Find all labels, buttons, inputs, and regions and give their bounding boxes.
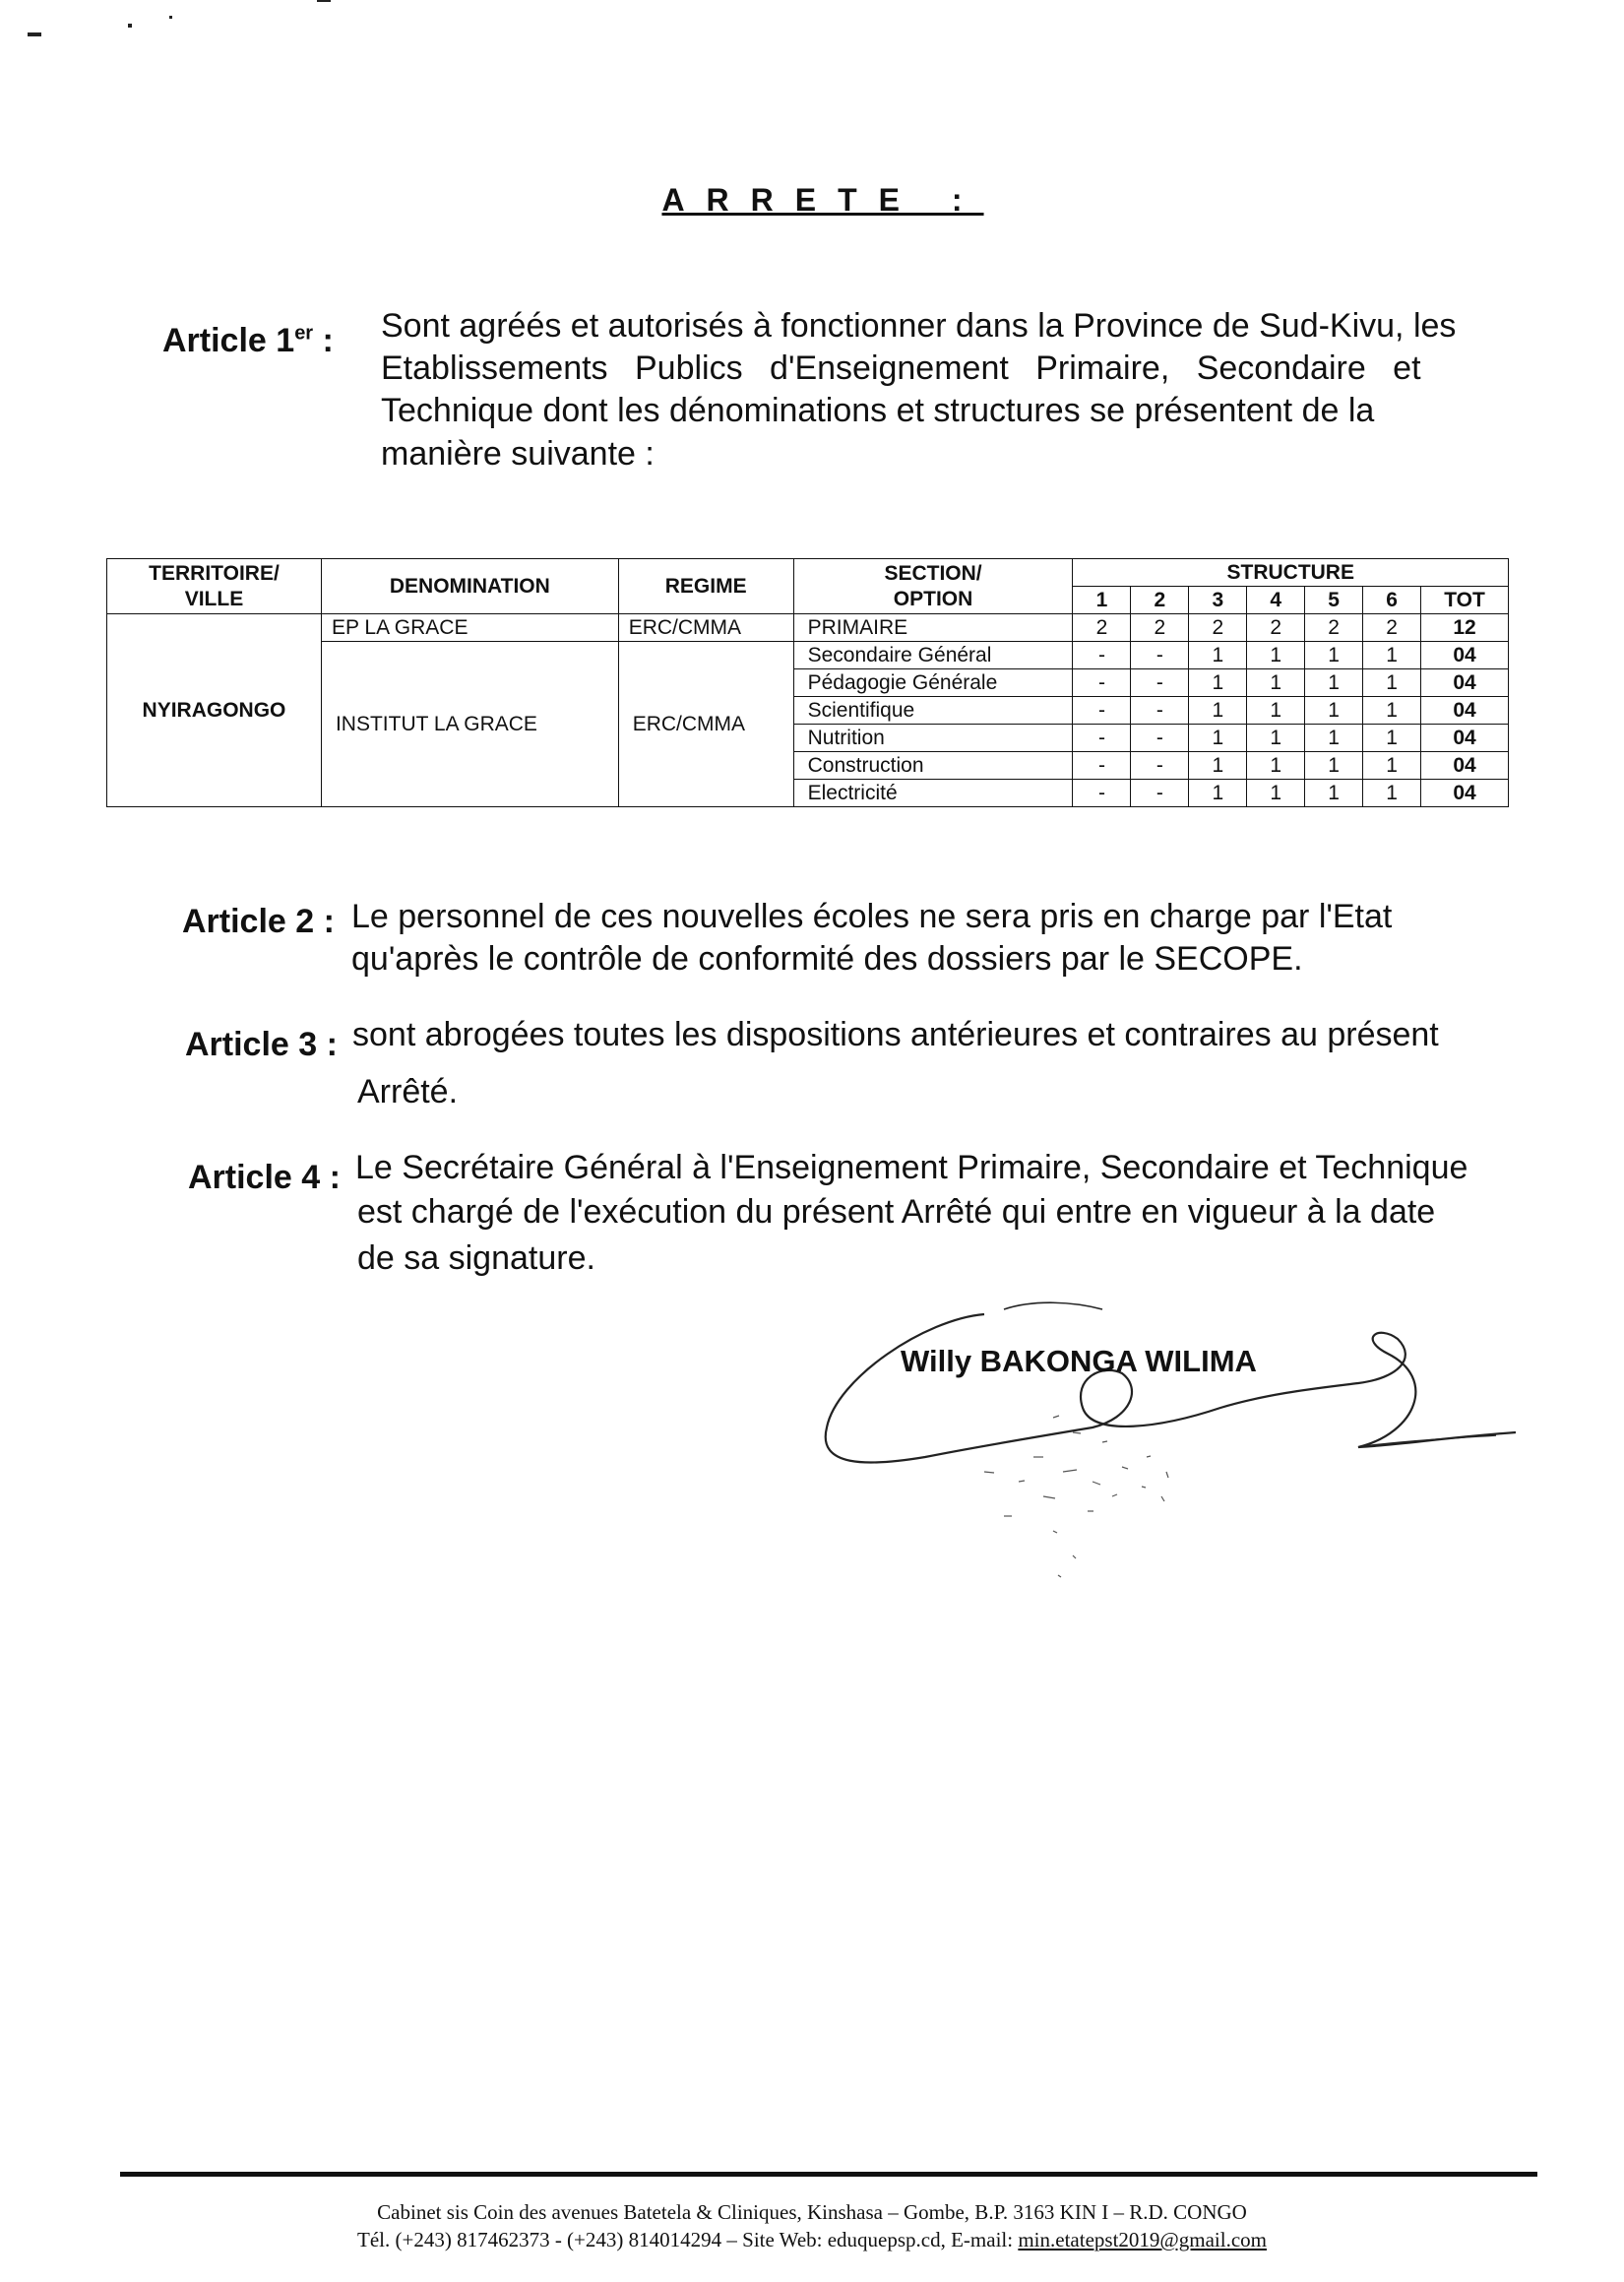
header-col-3: 3 — [1189, 587, 1247, 614]
header-regime: REGIME — [618, 559, 793, 614]
structure-cell: 1 — [1247, 780, 1305, 807]
structure-cell: 1 — [1247, 669, 1305, 697]
article-2-label: Article 2 : — [182, 903, 335, 940]
structure-cell: - — [1131, 697, 1189, 725]
section-cell: Secondaire Général — [793, 642, 1073, 669]
structure-cell: 1 — [1305, 669, 1363, 697]
total-cell: 04 — [1421, 725, 1509, 752]
header-structure: STRUCTURE — [1073, 559, 1509, 587]
structure-cell: - — [1073, 669, 1131, 697]
structure-cell: - — [1073, 780, 1131, 807]
structure-cell: 1 — [1305, 752, 1363, 780]
structure-cell: 1 — [1189, 642, 1247, 669]
structure-cell: 1 — [1247, 697, 1305, 725]
structure-cell: 1 — [1189, 780, 1247, 807]
structure-cell: 1 — [1305, 697, 1363, 725]
structure-cell: 1 — [1305, 780, 1363, 807]
section-cell: Nutrition — [793, 725, 1073, 752]
total-cell: 04 — [1421, 780, 1509, 807]
article-4-label: Article 4 : — [188, 1159, 341, 1196]
structure-cell: 2 — [1073, 614, 1131, 642]
footer-rule — [120, 2172, 1537, 2177]
scan-speck — [317, 0, 331, 2]
structure-cell: - — [1131, 642, 1189, 669]
page-title: ARRETE : — [661, 182, 984, 218]
total-cell: 04 — [1421, 642, 1509, 669]
structure-cell: 1 — [1363, 752, 1421, 780]
article-1-line: Technique dont les dénominations et structures se présentent de la — [381, 392, 1375, 429]
article-2-line: Le personnel de ces nouvelles écoles ne sera pris en charge par l'Etat — [351, 898, 1393, 935]
section-cell: PRIMAIRE — [793, 614, 1073, 642]
structure-cell: - — [1073, 642, 1131, 669]
structure-cell: - — [1131, 725, 1189, 752]
structure-cell: 1 — [1189, 697, 1247, 725]
footer-contacts-text: Tél. (+243) 817462373 - (+243) 814014294 – Site Web: eduquepsp.cd, E-mail: — [357, 2228, 1019, 2251]
article-3-line: sont abrogées toutes les dispositions antérieures et contraires au présent — [352, 1016, 1439, 1053]
school-name: INSTITUT LA GRACE — [321, 642, 618, 807]
article-2-line: qu'après le contrôle de conformité des dossiers par le SECOPE. — [351, 940, 1303, 978]
structure-cell: 2 — [1363, 614, 1421, 642]
section-cell: Pédagogie Générale — [793, 669, 1073, 697]
header-col-tot: TOT — [1421, 587, 1509, 614]
footer-email-link[interactable]: min.etatepst2019@gmail.com — [1018, 2228, 1267, 2251]
signatory-name: Willy BAKONGA WILIMA — [901, 1344, 1257, 1378]
section-cell: Construction — [793, 752, 1073, 780]
structure-cell: 1 — [1363, 697, 1421, 725]
footer-address: Cabinet sis Coin des avenues Batetela & Cliniques, Kinshasa – Gombe, B.P. 3163 KIN I – R.D. CONGO — [377, 2200, 1247, 2224]
header-col-5: 5 — [1305, 587, 1363, 614]
scan-speck — [128, 24, 132, 28]
structure-cell: - — [1073, 725, 1131, 752]
structure-cell: 1 — [1363, 669, 1421, 697]
structure-cell: 1 — [1189, 669, 1247, 697]
total-cell: 04 — [1421, 697, 1509, 725]
section-cell: Electricité — [793, 780, 1073, 807]
territoire-cell: NYIRAGONGO — [107, 614, 322, 807]
header-col-4: 4 — [1247, 587, 1305, 614]
total-cell: 04 — [1421, 669, 1509, 697]
scan-speck — [28, 32, 41, 36]
structure-cell: - — [1073, 697, 1131, 725]
header-col-2: 2 — [1131, 587, 1189, 614]
school-regime: ERC/CMMA — [618, 642, 793, 807]
table-row — [107, 614, 1509, 642]
article-3-line: Arrêté. — [357, 1073, 459, 1110]
structure-cell: - — [1131, 752, 1189, 780]
footer-contacts — [0, 2226, 1624, 2253]
structure-cell: 1 — [1363, 780, 1421, 807]
structure-cell: 1 — [1247, 725, 1305, 752]
structure-cell: 1 — [1247, 752, 1305, 780]
article-3-label: Article 3 : — [185, 1026, 338, 1063]
structure-cell: - — [1073, 752, 1131, 780]
structure-cell: 1 — [1305, 725, 1363, 752]
article-4-line: est chargé de l'exécution du présent Arrêté qui entre en vigueur à la date — [357, 1193, 1436, 1231]
school-regime: ERC/CMMA — [618, 614, 793, 642]
article-1-line: Sont agréés et autorisés à fonctionner dans la Province de Sud-Kivu, les — [381, 307, 1457, 345]
structure-cell: 2 — [1247, 614, 1305, 642]
section-cell: Scientifique — [793, 697, 1073, 725]
header-section: SECTION/ OPTION — [793, 559, 1073, 614]
header-territoire: TERRITOIRE/ VILLE — [107, 559, 322, 614]
structure-cell: 1 — [1363, 725, 1421, 752]
signature-scrawl — [807, 1270, 1555, 1585]
header-denomination: DENOMINATION — [321, 559, 618, 614]
header-col-1: 1 — [1073, 587, 1131, 614]
structure-cell: 2 — [1305, 614, 1363, 642]
article-1-line: manière suivante : — [381, 435, 655, 473]
structure-cell: 2 — [1131, 614, 1189, 642]
structure-cell: - — [1131, 780, 1189, 807]
scan-speck — [169, 16, 172, 19]
article-1-label: Article 1er : — [162, 322, 334, 359]
header-col-6: 6 — [1363, 587, 1421, 614]
article-4-line: de sa signature. — [357, 1239, 595, 1277]
total-cell: 12 — [1421, 614, 1509, 642]
structure-cell: 2 — [1189, 614, 1247, 642]
school-name: EP LA GRACE — [321, 614, 618, 642]
structure-cell: 1 — [1305, 642, 1363, 669]
structure-cell: 1 — [1363, 642, 1421, 669]
article-4-line: Le Secrétaire Général à l'Enseignement Primaire, Secondaire et Technique — [355, 1149, 1468, 1186]
article-1-line: Etablissements Publics d'Enseignement Primaire, Secondaire et — [381, 349, 1421, 387]
structure-cell: - — [1131, 669, 1189, 697]
structure-table — [106, 558, 1509, 807]
structure-cell: 1 — [1189, 725, 1247, 752]
total-cell: 04 — [1421, 752, 1509, 780]
structure-cell: 1 — [1189, 752, 1247, 780]
structure-cell: 1 — [1247, 642, 1305, 669]
